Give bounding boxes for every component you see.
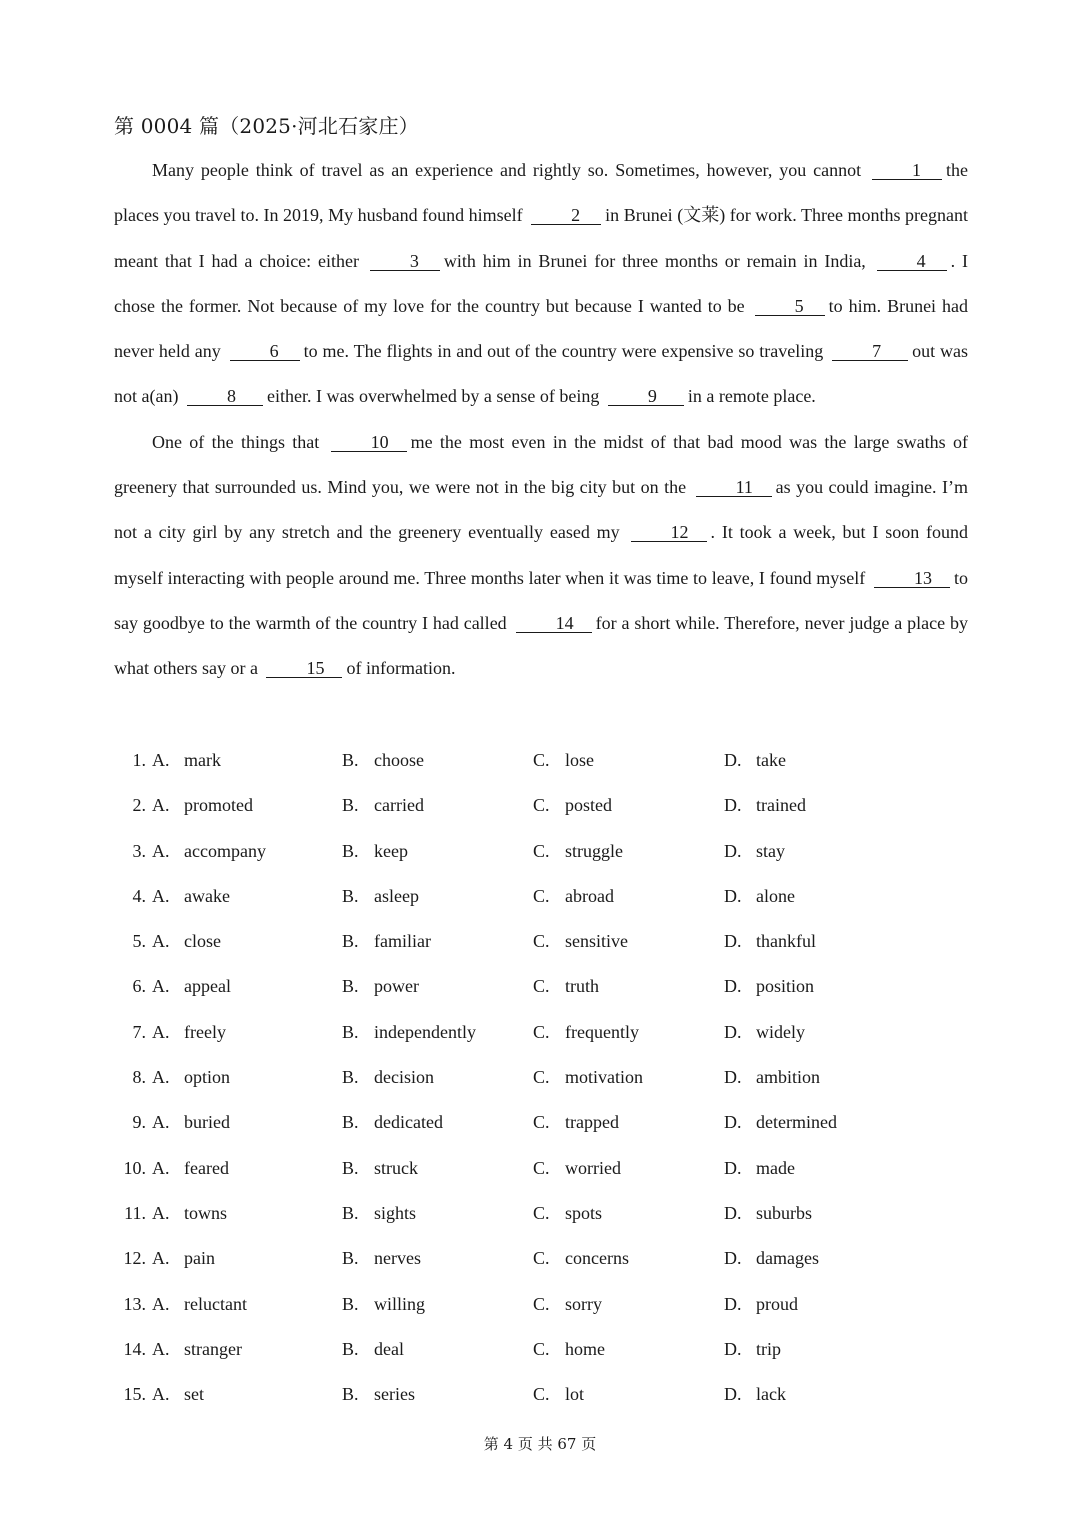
- option-letter: C.: [533, 976, 550, 997]
- option-letter: B.: [342, 840, 359, 861]
- question-row: [114, 1010, 974, 1055]
- passage-paragraph-1: [114, 148, 968, 420]
- question-row: [114, 1100, 974, 1145]
- blank-5: 5: [755, 297, 825, 316]
- passage-text: for a short while. Therefore, never judge a place by what others say or a: [114, 612, 969, 679]
- passage-text: of information.: [346, 658, 456, 679]
- page-title: 第 0004 篇（2025·河北石家庄）: [114, 114, 419, 138]
- option-letter: D.: [724, 931, 742, 952]
- option-letter: C.: [533, 1248, 550, 1269]
- option-text: take: [756, 750, 786, 770]
- blank-7: 7: [832, 342, 908, 361]
- option-letter: B.: [342, 1202, 359, 1223]
- option-text: appeal: [184, 976, 231, 997]
- question-row: [114, 919, 974, 964]
- option-letter: D.: [724, 795, 742, 816]
- option-text: reluctant: [184, 1293, 247, 1314]
- question-number: 13.: [123, 1293, 146, 1314]
- option-text: buried: [184, 1112, 230, 1133]
- option-d: [724, 829, 785, 874]
- option-b: [342, 919, 431, 964]
- option-text: accompany: [184, 840, 266, 861]
- option-letter: D.: [724, 1248, 742, 1269]
- option-letter: C.: [533, 1338, 550, 1359]
- page-number-footer: 第 4 页 共 67 页: [483, 1435, 597, 1453]
- option-letter: C.: [533, 1067, 550, 1088]
- option-b: [342, 1100, 443, 1145]
- option-text: set: [184, 1384, 204, 1405]
- option-b: [342, 783, 424, 828]
- option-text: awake: [184, 885, 230, 906]
- question-number: 3.: [132, 840, 146, 861]
- option-d: [724, 1282, 798, 1327]
- option-text: series: [374, 1384, 415, 1405]
- question-number: 14.: [123, 1338, 146, 1359]
- option-b: [342, 1010, 476, 1055]
- option-text: keep: [374, 840, 408, 861]
- option-text: towns: [184, 1202, 228, 1223]
- question-number: 10.: [123, 1157, 146, 1178]
- option-c: [533, 1372, 584, 1417]
- option-text: position: [756, 976, 815, 997]
- option-text: nerves: [374, 1248, 421, 1269]
- option-b: [342, 1146, 418, 1191]
- option-letter: B.: [342, 885, 359, 906]
- option-a: [152, 1010, 226, 1055]
- option-a: [152, 1372, 204, 1417]
- option-d: [724, 1191, 812, 1236]
- answer-options: [114, 738, 974, 1417]
- option-text: lose: [565, 750, 594, 770]
- option-text: feared: [184, 1157, 229, 1178]
- blank-12: 12: [631, 523, 707, 542]
- option-letter: A.: [152, 1067, 170, 1088]
- option-text: sensitive: [565, 931, 628, 952]
- blank-2: 2: [531, 206, 601, 225]
- option-c: [533, 1236, 629, 1281]
- option-b: [342, 829, 408, 874]
- option-text: trip: [756, 1338, 781, 1359]
- passage-text: to me. The flights in and out of the country were expensive so traveling: [303, 341, 824, 362]
- option-letter: C.: [533, 1293, 550, 1314]
- option-c: [533, 919, 628, 964]
- option-a: [152, 829, 266, 874]
- passage-text: in a remote place.: [687, 386, 816, 407]
- question-number: 2.: [132, 795, 146, 816]
- option-letter: B.: [342, 1293, 359, 1314]
- option-c: [533, 1282, 602, 1327]
- option-text: promoted: [184, 795, 253, 816]
- option-letter: B.: [342, 1338, 359, 1359]
- option-a: [152, 1055, 230, 1100]
- question-row: [114, 964, 974, 1009]
- passage-text: in Brunei (文莱) for work. Three months pregnant meant that I had a choice: either: [114, 205, 968, 271]
- option-letter: A.: [152, 1384, 170, 1405]
- option-text: suburbs: [756, 1202, 813, 1223]
- option-letter: A.: [152, 1112, 170, 1133]
- option-c: [533, 1010, 639, 1055]
- option-letter: B.: [342, 1157, 359, 1178]
- option-text: trained: [756, 795, 806, 816]
- passage-text: to him. Brunei had never held any: [114, 295, 969, 362]
- option-text: damages: [756, 1248, 819, 1269]
- question-row: [114, 1282, 974, 1327]
- option-d: [724, 738, 786, 783]
- option-letter: D.: [724, 1112, 742, 1133]
- blank-3: 3: [370, 252, 440, 271]
- option-c: [533, 1100, 619, 1145]
- question-number: 5.: [132, 931, 146, 952]
- question-row: [114, 783, 974, 828]
- option-d: [724, 1327, 781, 1372]
- option-letter: A.: [152, 795, 170, 816]
- option-letter: A.: [152, 1021, 170, 1042]
- option-letter: D.: [724, 1293, 742, 1314]
- option-d: [724, 919, 816, 964]
- option-text: stranger: [184, 1338, 242, 1359]
- option-letter: C.: [533, 1021, 550, 1042]
- question-number: 11.: [124, 1202, 146, 1223]
- option-letter: D.: [724, 1202, 742, 1223]
- option-letter: B.: [342, 931, 359, 952]
- option-letter: A.: [152, 1157, 170, 1178]
- option-b: [342, 964, 419, 1009]
- option-b: [342, 1372, 415, 1417]
- option-c: [533, 1146, 621, 1191]
- option-letter: D.: [724, 1157, 742, 1178]
- question-row: [114, 1055, 974, 1100]
- option-text: choose: [374, 750, 424, 770]
- option-text: frequently: [565, 1021, 639, 1042]
- passage-text: out was not a(an): [114, 341, 968, 407]
- blank-14: 14: [516, 614, 592, 633]
- option-d: [724, 1055, 820, 1100]
- option-c: [533, 1327, 605, 1372]
- question-number: 1.: [132, 750, 146, 770]
- option-letter: D.: [724, 840, 742, 861]
- option-a: [152, 1327, 242, 1372]
- option-b: [342, 738, 424, 783]
- option-text: trapped: [565, 1112, 619, 1133]
- option-text: deal: [374, 1338, 404, 1359]
- option-letter: D.: [724, 1384, 742, 1405]
- option-d: [724, 1372, 786, 1417]
- passage-text: . It took a week, but I soon found myself interacting with people around me. Three months later when it was time to leave, I found myself: [114, 522, 969, 588]
- blank-13: 13: [874, 569, 950, 588]
- option-text: dedicated: [374, 1112, 443, 1133]
- option-text: mark: [184, 750, 221, 770]
- option-letter: C.: [533, 885, 550, 906]
- question-row: [114, 874, 974, 919]
- option-a: [152, 1146, 229, 1191]
- option-text: truth: [565, 976, 599, 997]
- option-letter: B.: [342, 1112, 359, 1133]
- option-text: worried: [565, 1157, 621, 1178]
- option-a: [152, 1100, 230, 1145]
- option-c: [533, 783, 612, 828]
- option-a: [152, 964, 231, 1009]
- option-text: alone: [756, 885, 795, 906]
- option-text: lack: [756, 1384, 786, 1405]
- option-text: struck: [374, 1157, 418, 1178]
- question-row: [114, 829, 974, 874]
- option-d: [724, 1010, 805, 1055]
- option-letter: D.: [724, 1021, 742, 1042]
- blank-9: 9: [608, 387, 684, 406]
- option-a: [152, 919, 221, 964]
- option-text: determined: [756, 1112, 837, 1133]
- option-text: ambition: [756, 1067, 820, 1088]
- option-letter: A.: [152, 1202, 170, 1223]
- option-d: [724, 964, 814, 1009]
- question-row: [114, 1236, 974, 1281]
- option-text: sorry: [565, 1293, 602, 1314]
- option-letter: A.: [152, 840, 170, 861]
- option-letter: A.: [152, 976, 170, 997]
- question-number: 7.: [132, 1021, 146, 1042]
- option-text: independently: [374, 1021, 476, 1042]
- option-text: carried: [374, 795, 424, 816]
- option-letter: B.: [342, 1248, 359, 1269]
- option-a: [152, 874, 230, 919]
- option-text: motivation: [565, 1067, 643, 1088]
- passage-paragraph-2: [114, 420, 968, 692]
- question-row: [114, 738, 974, 783]
- option-letter: A.: [152, 1248, 170, 1269]
- option-b: [342, 1236, 421, 1281]
- option-d: [724, 1100, 837, 1145]
- passage-text: . I chose the former. Not because of my love for the country but because I wanted to be: [114, 250, 969, 316]
- option-letter: B.: [342, 1067, 359, 1088]
- blank-8: 8: [187, 387, 263, 406]
- option-b: [342, 1327, 404, 1372]
- cloze-passage: [114, 148, 968, 692]
- option-c: [533, 964, 599, 1009]
- question-row: [114, 1372, 974, 1417]
- option-letter: C.: [533, 1157, 550, 1178]
- option-letter: C.: [533, 931, 550, 952]
- option-letter: A.: [152, 931, 170, 952]
- question-row: [114, 1327, 974, 1372]
- option-letter: C.: [533, 1384, 550, 1405]
- option-d: [724, 1236, 819, 1281]
- question-number: 12.: [123, 1248, 146, 1269]
- option-text: pain: [184, 1248, 215, 1269]
- question-row: [114, 1146, 974, 1191]
- option-a: [152, 738, 221, 783]
- option-text: freely: [184, 1021, 226, 1042]
- option-letter: C.: [533, 1202, 550, 1223]
- option-b: [342, 1191, 416, 1236]
- option-letter: C.: [533, 795, 550, 816]
- option-text: decision: [374, 1067, 434, 1088]
- option-text: option: [184, 1067, 231, 1088]
- option-letter: B.: [342, 795, 359, 816]
- option-c: [533, 738, 594, 783]
- option-text: thankful: [756, 931, 816, 952]
- option-b: [342, 1055, 434, 1100]
- option-text: proud: [756, 1293, 798, 1314]
- option-letter: D.: [724, 750, 742, 770]
- option-text: home: [565, 1338, 605, 1359]
- question-number: 15.: [123, 1384, 146, 1405]
- option-letter: B.: [342, 976, 359, 997]
- option-letter: C.: [533, 840, 550, 861]
- passage-text: as you could imagine. I’m not a city girl by any stretch and the greenery eventually eased my: [114, 477, 968, 543]
- option-text: concerns: [565, 1248, 629, 1269]
- option-text: abroad: [565, 885, 614, 906]
- option-d: [724, 783, 806, 828]
- option-text: lot: [565, 1384, 585, 1405]
- blank-1: 1: [872, 161, 942, 180]
- option-d: [724, 1146, 795, 1191]
- question-number: 6.: [132, 976, 146, 997]
- option-letter: A.: [152, 1338, 170, 1359]
- option-a: [152, 1236, 215, 1281]
- option-letter: C.: [533, 750, 550, 770]
- option-letter: D.: [724, 1338, 742, 1359]
- option-text: power: [374, 976, 419, 997]
- question-number: 9.: [132, 1112, 146, 1133]
- option-letter: B.: [342, 1384, 359, 1405]
- option-b: [342, 874, 419, 919]
- option-c: [533, 1191, 602, 1236]
- option-b: [342, 1282, 425, 1327]
- option-letter: A.: [152, 885, 170, 906]
- passage-text: with him in Brunei for three months or remain in India,: [443, 250, 866, 271]
- option-text: stay: [756, 840, 785, 861]
- option-text: spots: [565, 1202, 603, 1223]
- option-a: [152, 783, 253, 828]
- option-letter: C.: [533, 1112, 550, 1133]
- blank-11: 11: [696, 478, 772, 497]
- option-text: close: [184, 931, 221, 952]
- option-text: sights: [374, 1202, 417, 1223]
- option-text: willing: [374, 1293, 426, 1314]
- question-number: 8.: [132, 1067, 146, 1088]
- blank-6: 6: [230, 342, 300, 361]
- option-text: made: [756, 1157, 795, 1178]
- blank-10: 10: [331, 433, 407, 452]
- option-letter: A.: [152, 750, 170, 770]
- option-letter: A.: [152, 1293, 170, 1314]
- option-letter: D.: [724, 1067, 742, 1088]
- option-c: [533, 829, 623, 874]
- option-a: [152, 1191, 227, 1236]
- option-letter: D.: [724, 885, 742, 906]
- option-text: familiar: [374, 931, 431, 952]
- option-c: [533, 874, 614, 919]
- passage-text: One of the things that: [152, 431, 320, 452]
- passage-text: the places you travel to. In 2019, My husband found himself: [114, 160, 969, 226]
- option-a: [152, 1282, 247, 1327]
- option-text: widely: [756, 1021, 805, 1042]
- passage-text: either. I was overwhelmed by a sense of being: [266, 386, 600, 407]
- question-number: 4.: [132, 885, 146, 906]
- passage-text: me the most even in the midst of that bad mood was the large swaths of greenery that surrounded us. Mind you, we were not in the big city but on the: [114, 431, 968, 498]
- option-letter: B.: [342, 1021, 359, 1042]
- passage-text: Many people think of travel as an experience and rightly so. Sometimes, however, you cannot: [152, 160, 862, 180]
- question-row: [114, 1191, 974, 1236]
- option-text: struggle: [565, 840, 623, 861]
- option-d: [724, 874, 795, 919]
- option-c: [533, 1055, 643, 1100]
- option-text: posted: [565, 795, 612, 816]
- option-text: asleep: [374, 885, 419, 906]
- passage-text: to say goodbye to the warmth of the country I had called: [114, 567, 968, 633]
- option-letter: B.: [342, 750, 359, 770]
- blank-15: 15: [266, 659, 342, 678]
- option-letter: D.: [724, 976, 742, 997]
- blank-4: 4: [877, 252, 947, 271]
